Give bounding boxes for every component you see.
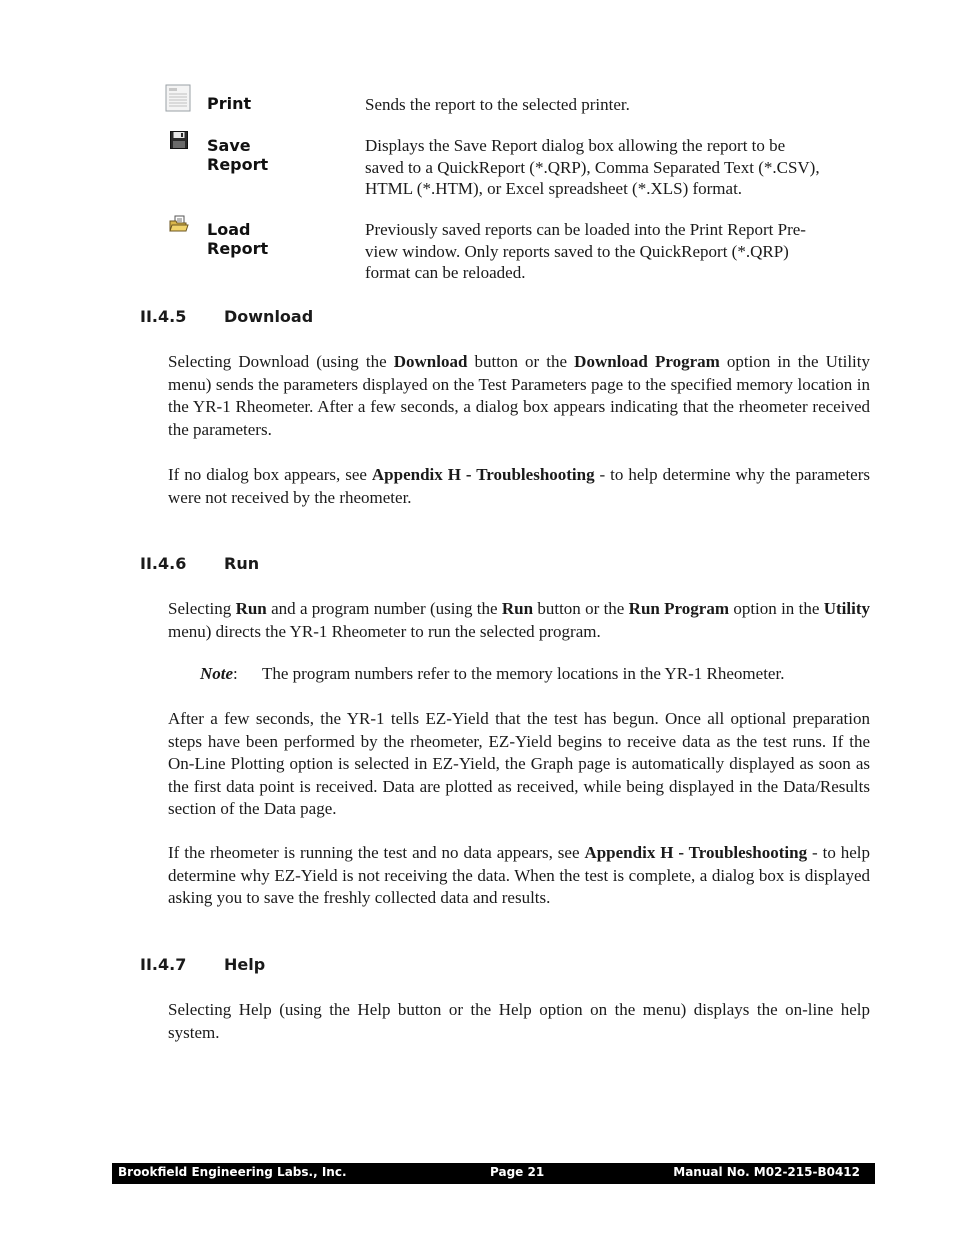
text-run: - to help determine why the parameters were not received by the rheometer. [168,465,871,507]
run-paragraph-3 [168,842,870,910]
section-title-help: Help [224,955,266,974]
save-report-label: Save Report [207,136,269,174]
bold-run: Download Program [574,352,720,371]
text-run: - to help determine why EZ-Yield is not receiving the data. When the test is complete, a dialog box is displayed asking you to save the freshly collected data and results. [168,843,871,907]
load-report-description-line: view window. Only reports saved to the QuickReport (*.QRP) [365,241,789,261]
footer-manual-number: Manual No. M02-215-B0412 [673,1165,860,1179]
print-label: Print [207,94,252,113]
load-report-description-line: format can be reloaded. [365,263,526,282]
text-run: option in the [729,599,824,618]
text-run: If the rheometer is running the test and no data appears, see [168,843,585,862]
note-colon: : [233,664,238,683]
open-folder-icon [169,215,189,233]
section-title-run: Run [224,554,260,573]
floppy-disk-icon [170,131,188,149]
note-label: Note [200,664,234,683]
run-paragraph-2: After a few seconds, the YR-1 tells EZ-Yield that the test has begun. Once all optional preparation steps have been performed by the rheometer, EZ-Yield begins to receive data as the test runs. If the On-Line Plotting option is selected in EZ-Yield, the Graph page is automatically displayed as soon as the first data point is received. Data are plotted as received, while being displayed in the Data/Results section of the Data page. [168,709,870,818]
page-footer [112,1163,875,1184]
section-number-download: II.4.5 [140,307,187,326]
text-run: Selecting [168,599,236,618]
text-run: button or the [467,352,575,371]
save-report-description-line: HTML (*.HTM), or Excel spreadsheet (*.XLS) format. [365,179,743,198]
print-description: Sends the report to the selected printer. [365,95,630,114]
load-report-label: Load Report [207,220,269,258]
note-text: The program numbers refer to the memory locations in the YR-1 Rheometer. [262,664,785,683]
text-run: option in the Utility menu) sends the parameters displayed on the Test Parameters page to the specified memory location in the YR-1 Rheometer. After a few seconds, a dialog box appears indicating that the rheometer received the parameters. [168,352,870,439]
print-preview-icon [165,84,191,112]
download-paragraph-2 [168,464,870,509]
section-number-run: II.4.6 [140,554,187,573]
footer-page-number: Page 21 [490,1165,545,1179]
section-title-download: Download [224,307,314,326]
run-paragraph-1 [168,598,870,643]
save-report-description-line: Displays the Save Report dialog box allowing the report to be [365,136,786,155]
save-report-description-line: saved to a QuickReport (*.QRP), Comma Separated Text (*.CSV), [365,157,820,177]
text-run: Selecting Download (using the [168,352,394,371]
bold-run: Run [501,599,534,618]
download-paragraph-1 [168,351,870,441]
text-run: and a program number (using the [266,599,502,618]
bold-run: Run Program [628,599,730,618]
run-note [200,663,785,685]
bold-run: Appendix H - Troubleshooting [584,843,808,862]
bold-run: Download [393,352,468,371]
bold-run: Run [235,599,267,618]
bold-run: Appendix H - Troubleshooting [371,465,595,484]
section-number-help: II.4.7 [140,955,187,974]
save-report-description [365,135,870,200]
load-report-description [365,219,870,284]
text-run: menu) directs the YR-1 Rheometer to run the selected program. [168,621,601,641]
load-report-description-line: Previously saved reports can be loaded into the Print Report Pre- [365,220,806,239]
text-run: If no dialog box appears, see [168,465,372,484]
footer-company: Brookfield Engineering Labs., Inc. [118,1165,347,1179]
bold-run: Utility [823,599,870,618]
help-paragraph-1: Selecting Help (using the Help button or the Help option on the menu) displays the on-line help system. [168,1000,870,1042]
text-run: button or the [533,599,629,618]
